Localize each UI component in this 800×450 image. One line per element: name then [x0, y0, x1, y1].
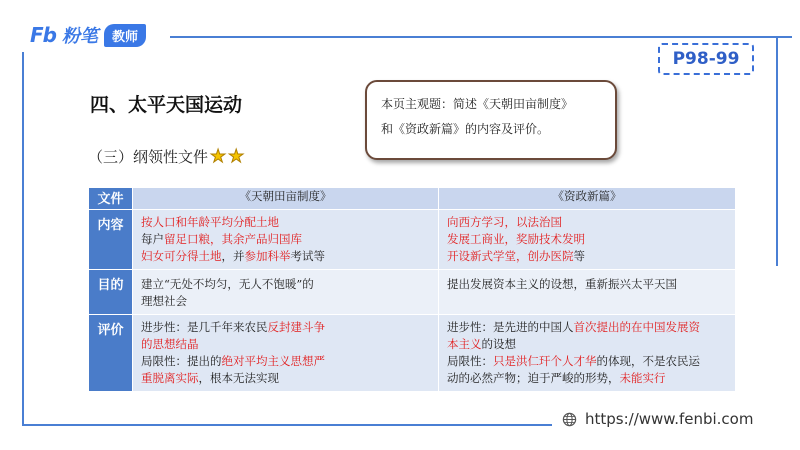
note-line-1: 本页主观题：简述《天朝田亩制度》 [381, 97, 574, 111]
cell-text: 局限性： [447, 354, 493, 368]
cell-text: ，根本无法实现 [198, 371, 279, 385]
brand-tag: 教师 [104, 24, 146, 47]
frame-left-line [22, 52, 24, 424]
note-line-2: 和《资政新篇》的内容及评价。 [381, 122, 550, 136]
row-cell [133, 315, 439, 392]
highlighted-text: 参加科举 [244, 249, 291, 263]
cell-line [141, 353, 430, 370]
cell-text: 进步性：是先进的中国人 [447, 320, 574, 334]
cell-text: 局限性：提出的 [141, 354, 222, 368]
cell-line [141, 231, 430, 248]
cell-text: 考试等 [290, 249, 325, 263]
brand-logo [30, 22, 146, 48]
star-icon: ★ [210, 146, 227, 167]
cell-text: 每户 [141, 232, 164, 246]
cell-line [447, 214, 727, 231]
cell-line [447, 336, 727, 353]
cell-line [141, 214, 430, 231]
cell-line [447, 231, 727, 248]
cell-text: 的体现，不是农民运 [596, 354, 700, 368]
section-title: 四、太平天国运动 [90, 94, 243, 116]
table-row [89, 210, 736, 270]
table-row [89, 315, 736, 392]
page-reference-badge: P98-99 [658, 43, 754, 75]
highlighted-text: 本主义 [447, 337, 482, 351]
cell-line [447, 319, 727, 336]
row-label: 评价 [89, 315, 133, 392]
sub-title [88, 146, 244, 167]
highlighted-text: 开设新式学堂，创办医院 [447, 249, 574, 263]
comparison-table [88, 187, 736, 392]
highlighted-text: 未能实行 [619, 371, 666, 385]
cell-line [447, 353, 727, 370]
table-row [89, 270, 736, 315]
row-cell [133, 270, 439, 315]
highlighted-text: 向西方学习，以法治国 [447, 215, 562, 229]
cell-text: ，并 [221, 249, 245, 263]
highlighted-text: 首次提出的在中国发展资 [573, 320, 700, 334]
header-col1: 《天朝田亩制度》 [133, 188, 439, 210]
highlighted-text: 留足口粮，其余产品归国库 [164, 232, 302, 246]
cell-text: 进步性：是几千年来农民 [141, 320, 268, 334]
highlighted-text: 重脱离实际 [141, 371, 199, 385]
cell-line [141, 370, 430, 387]
highlighted-text: 妇女可分得土地 [141, 249, 222, 263]
cell-text: 建立“无处不均匀，无人不饱暖”的 [141, 277, 314, 291]
row-label: 目的 [89, 270, 133, 315]
highlighted-text: 按人口和年龄平均分配土地 [141, 215, 279, 229]
cell-line [447, 276, 727, 293]
frame-right-line [776, 36, 778, 266]
cell-line [141, 276, 430, 293]
frame-top-line [170, 36, 792, 38]
cell-text: 提出发展资本主义的设想，重新振兴太平天国 [447, 277, 677, 291]
highlighted-text: 只是洪仁玕个人才华 [493, 354, 597, 368]
row-label: 内容 [89, 210, 133, 270]
row-cell [439, 315, 736, 392]
cell-line [141, 336, 430, 353]
cell-line [447, 248, 727, 265]
highlighted-text: 发展工商业，奖励技术发明 [447, 232, 585, 246]
brand-mark: Fb [30, 23, 56, 47]
header-col2: 《资政新篇》 [439, 188, 736, 210]
row-cell [133, 210, 439, 270]
frame-bottom-line [22, 424, 552, 426]
row-cell [439, 270, 736, 315]
highlighted-text: 绝对平均主义思想严 [221, 354, 325, 368]
highlighted-text: 反封建斗争 [267, 320, 325, 334]
footer-url-link[interactable]: https://www.fenbi.com [585, 410, 754, 428]
question-note-box [365, 80, 617, 160]
header-label-cell: 文件 [89, 188, 133, 210]
highlighted-text: 的思想结晶 [141, 337, 199, 351]
cell-text: 动的必然产物；迫于严峻的形势， [447, 371, 620, 385]
cell-text: 理想社会 [141, 294, 187, 308]
footer [562, 410, 753, 428]
sub-title-text: （三）纲领性文件 [88, 148, 209, 166]
cell-line [141, 293, 430, 310]
globe-icon [562, 412, 577, 427]
cell-line [141, 319, 430, 336]
cell-line [141, 248, 430, 265]
cell-line [447, 370, 727, 387]
cell-text: 等 [573, 249, 585, 263]
table-header-row [89, 188, 736, 210]
brand-name: 粉笔 [61, 26, 98, 47]
row-cell [439, 210, 736, 270]
star-icon: ★ [228, 146, 245, 167]
cell-text: 的设想 [481, 337, 516, 351]
